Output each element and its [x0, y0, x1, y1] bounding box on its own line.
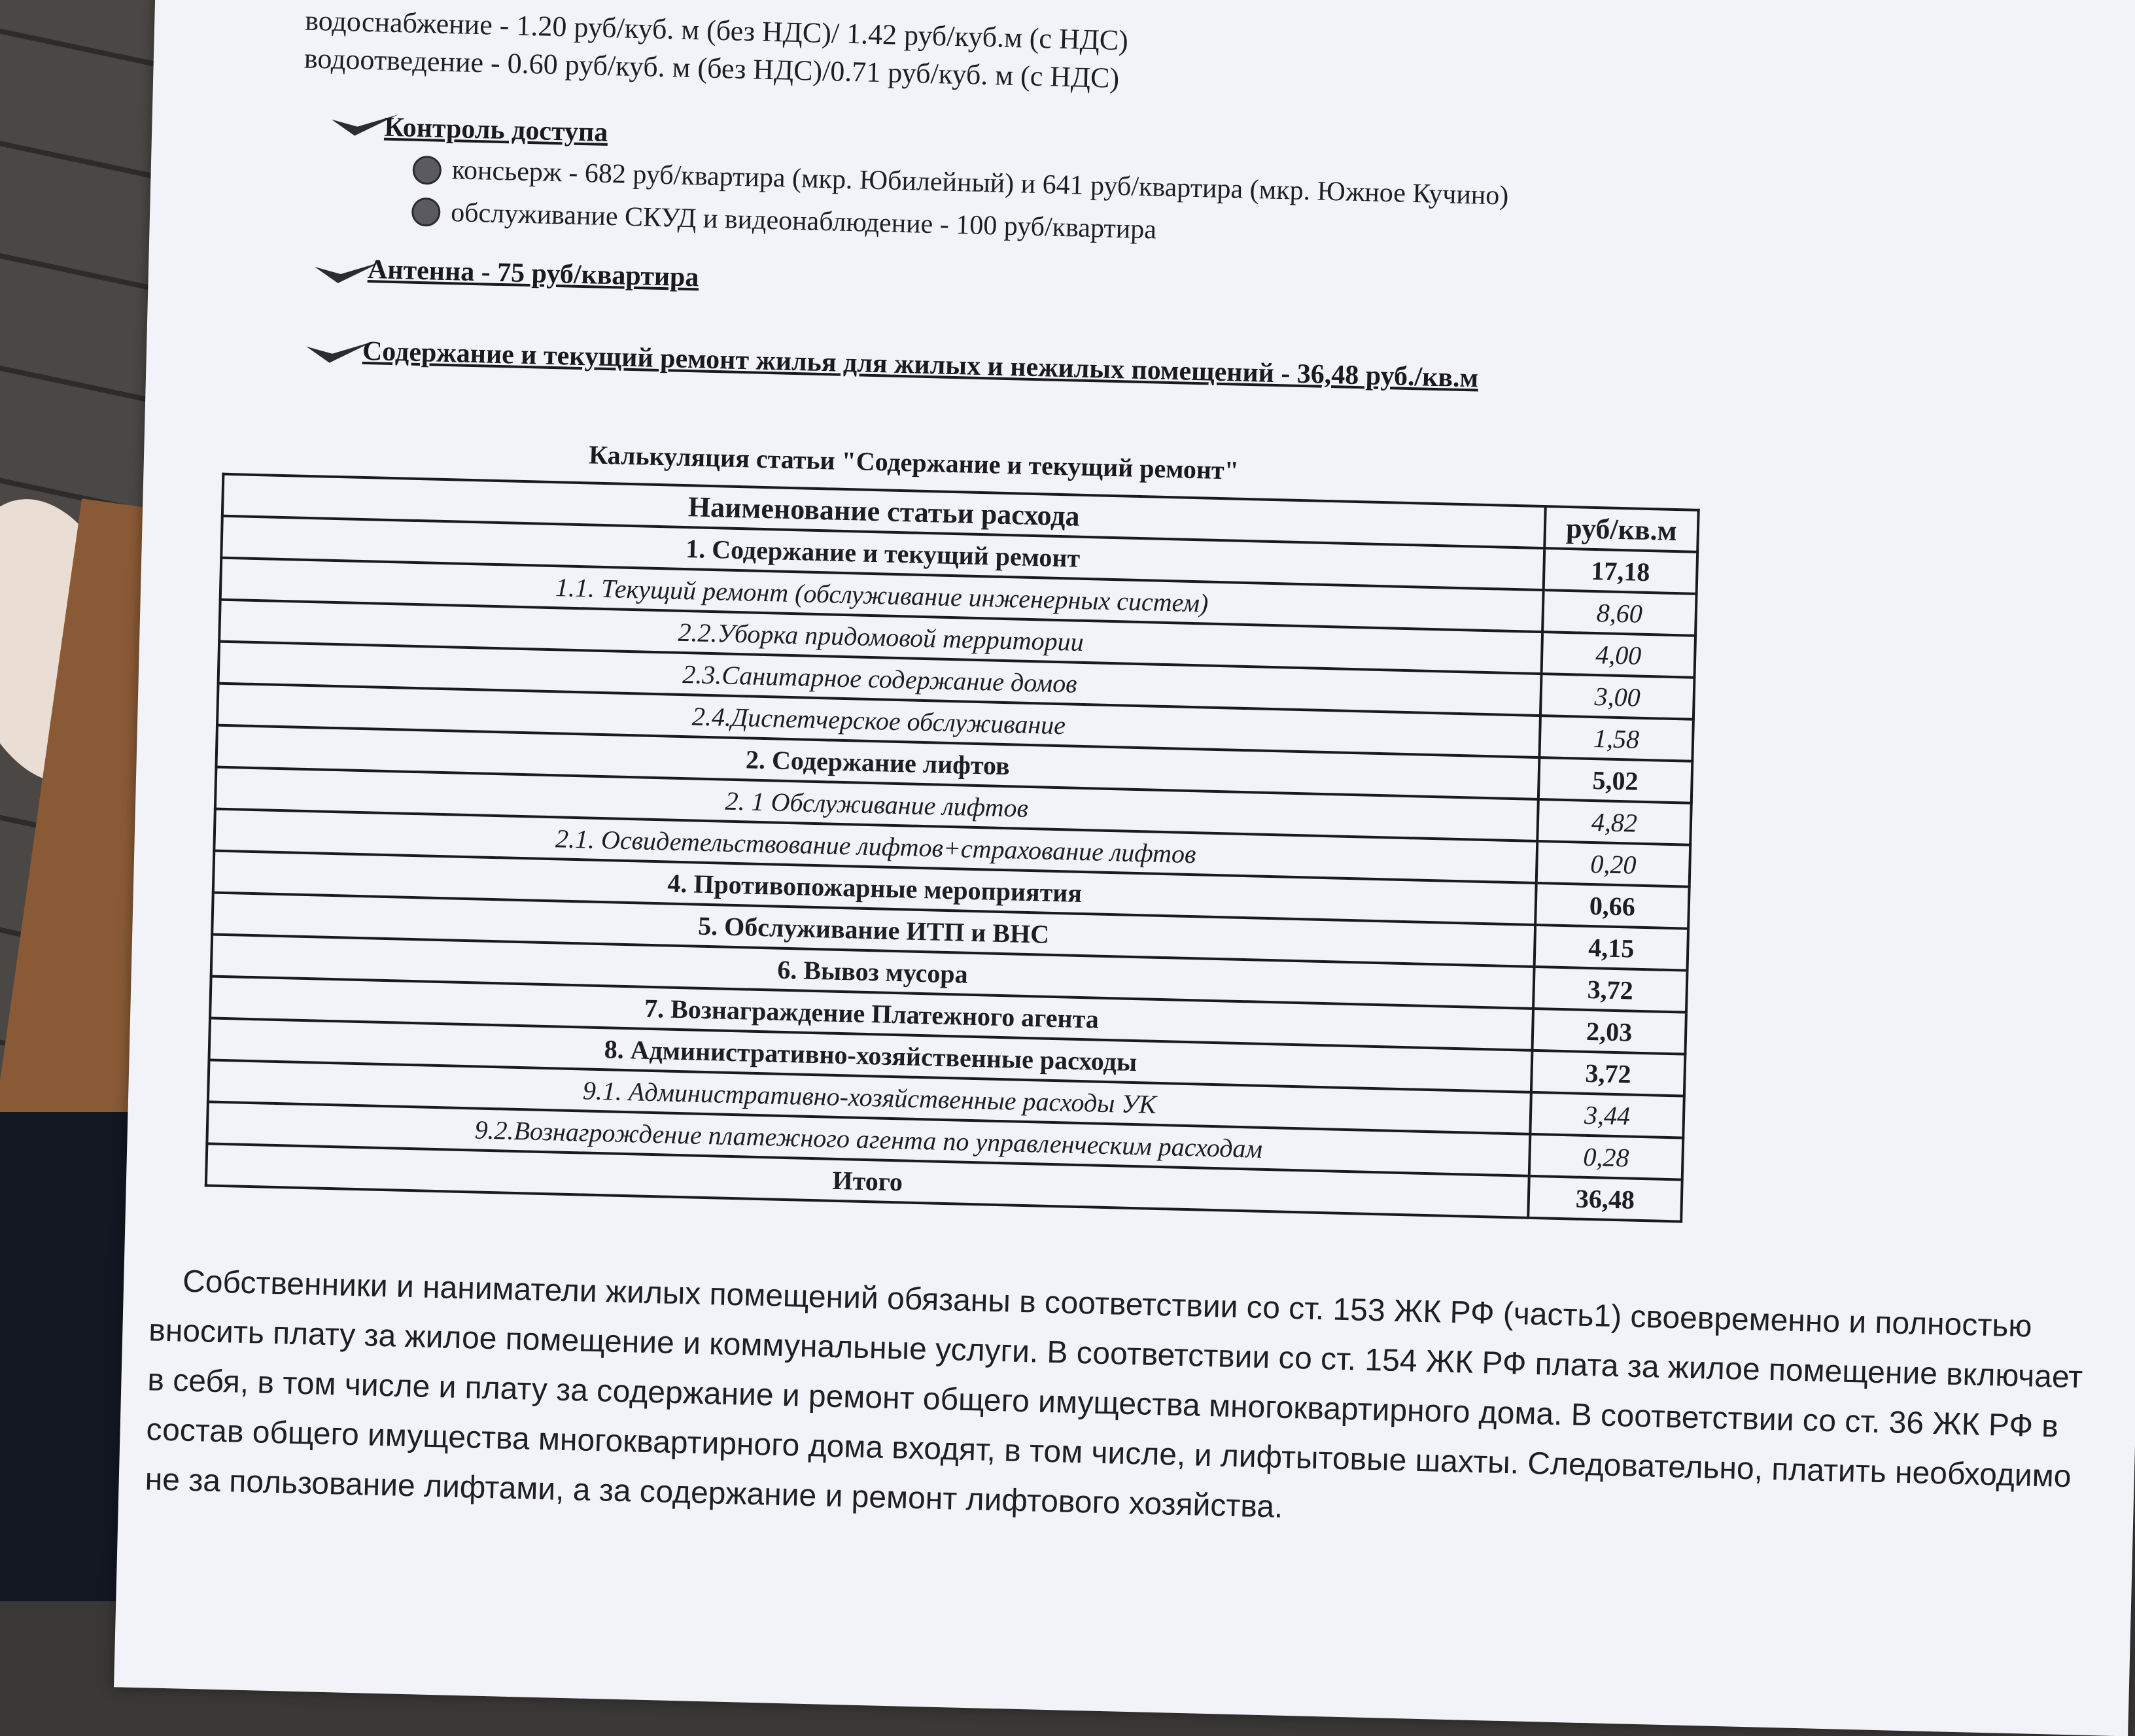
row-name: 1.1. Текущий ремонт (обслуживание инженерных систем) [220, 558, 1544, 632]
row-name: 2. Содержание лифтов [216, 725, 1539, 799]
tariff-water-disposal: водоотведение - 0.60 руб/куб. м (без НДС)/0.71 руб/куб. м (с НДС) [304, 42, 1120, 95]
row-value: 8,60 [1542, 590, 1696, 636]
row-value: 3,72 [1533, 967, 1687, 1013]
row-value: 0,28 [1529, 1134, 1683, 1180]
access-system-item: обслуживание СКУД и видеонаблюдение - 100 руб/квартира [450, 198, 1157, 245]
row-value: 0,66 [1535, 883, 1689, 929]
row-value: 36,48 [1528, 1176, 1682, 1222]
row-value: 3,44 [1530, 1092, 1684, 1138]
row-value: 5,02 [1538, 757, 1692, 803]
row-value: 3,72 [1531, 1050, 1685, 1096]
document-page [114, 0, 2135, 1736]
row-value: 0,20 [1536, 841, 1690, 887]
row-value: 4,00 [1542, 632, 1695, 678]
row-name: 9.2.Вознагрождение платежного агента по управленческим расходам [207, 1102, 1530, 1175]
row-name: 2. 1 Обслуживание лифтов [215, 767, 1538, 841]
maintenance-title: Содержание и текущий ремонт жилья для жилых и нежилых помещений - 36,48 руб./кв.м [362, 336, 1479, 394]
concierge-item: консьерж - 682 руб/квартира (мкр. Юбилейный) и 641 руб/квартира (мкр. Южное Кучино) [451, 155, 1509, 211]
row-name: 2.2.Уборка придомовой территории [219, 600, 1542, 674]
bullet-icon [411, 198, 441, 227]
row-name: 2.3.Санитарное содержание домов [218, 642, 1542, 716]
row-name: 4. Противопожарные мероприятия [213, 851, 1536, 925]
header-unit: руб/кв.м [1544, 506, 1698, 552]
row-value: 1,58 [1539, 716, 1693, 761]
row-name: 7. Вознаграждение Платежного агента [210, 977, 1533, 1050]
antenna-title: Антенна - 75 руб/квартира [367, 254, 699, 293]
row-value: 3,00 [1540, 674, 1694, 720]
row-name: 2.1. Освидетельствование лифтов+страхование лифтов [214, 809, 1537, 883]
row-name: 1. Содержание и текущий ремонт [221, 516, 1544, 590]
row-name: 6. Вывоз мусора [211, 935, 1535, 1009]
row-name: 5. Обслуживание ИТП и ВНС [212, 893, 1535, 967]
row-name: 9.1. Административно-хозяйственные расходы УК [208, 1060, 1531, 1134]
tariff-water-supply: водоснабжение - 1.20 руб/куб. м (без НДС)/ 1.42 руб/куб.м (с НДС) [304, 4, 1129, 57]
row-value: 4,82 [1537, 799, 1691, 845]
header-name: Наименование статьи расхода [222, 474, 1546, 548]
legal-paragraph: Собственники и наниматели жилых помещений обязаны в соответствии со ст. 153 ЖК РФ (часть1) своевременно и полностью вносить плату за жилое помещение и коммунальные услуги. В соответствии со ст. 154 ЖК РФ плата за жилое помещение включает в себя, в том числе и плату за содержание и ремонт общего имущества многоквартирного дома. В соответствии со ст. 36 ЖК РФ в состав общего имущества многоквартирного дома входят, в том числе, и лифтытовые шахты. Следовательно, платить необходимо не за пользование лифтами, а за содержание и ремонт лифтового хозяйства. [145, 1264, 2083, 1525]
row-value: 2,03 [1532, 1009, 1686, 1054]
row-name: Итого [206, 1143, 1529, 1217]
row-value: 4,15 [1535, 925, 1688, 971]
calc-table-title: Калькуляция статьи "Содержание и текущий ремонт" [588, 440, 1240, 485]
access-control-title: Контроль доступа [383, 112, 608, 148]
row-name: 8. Административно-хозяйственные расходы [209, 1018, 1533, 1092]
calculation-table [205, 473, 1700, 1223]
row-name: 2.4.Диспетчерское обслуживание [217, 684, 1540, 757]
bullet-icon [412, 156, 442, 185]
row-value: 17,18 [1544, 548, 1697, 594]
